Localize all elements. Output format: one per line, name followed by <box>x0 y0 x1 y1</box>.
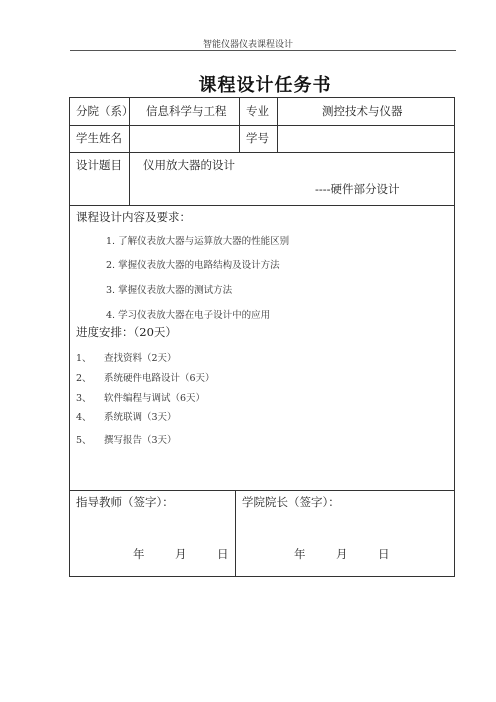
schedule-num: 5、 <box>76 435 92 446</box>
col-divider <box>277 98 278 152</box>
row-divider <box>70 125 454 126</box>
schedule-text: 软件编程与调试（6天） <box>104 393 206 404</box>
schedule-item <box>76 390 205 404</box>
day-label: 日 <box>217 547 229 561</box>
header-divider <box>70 50 456 51</box>
dean-signature-label: 学院院长（签字）： <box>242 495 340 509</box>
major-value: 测控技术与仪器 <box>322 104 403 118</box>
document-title: 课程设计任务书 <box>198 75 332 96</box>
row-divider <box>70 205 454 206</box>
requirement-item: 3. 掌握仪表放大器的测试方法 <box>106 285 233 296</box>
row-divider <box>70 152 454 153</box>
content-heading: 课程设计内容及要求： <box>76 210 191 224</box>
requirement-item: 2. 掌握仪表放大器的电路结构及设计方法 <box>106 260 280 271</box>
requirement-item: 1. 了解仪表放大器与运算放大器的性能区别 <box>106 236 290 247</box>
advisor-date <box>133 546 229 562</box>
day-label: 日 <box>378 547 390 561</box>
topic-subtitle: ----硬件部分设计 <box>315 182 400 196</box>
dept-value: 信息科学与工程 <box>146 104 227 118</box>
month-label: 月 <box>175 547 187 561</box>
page-header: 智能仪器仪表课程设计 <box>202 40 293 50</box>
schedule-item <box>76 350 177 364</box>
advisor-signature-label: 指导教师（签字）： <box>76 495 174 509</box>
dean-date <box>294 546 390 562</box>
year-label: 年 <box>133 547 145 561</box>
schedule-num: 4、 <box>76 412 92 423</box>
requirement-item: 4. 学习仪表放大器在电子设计中的应用 <box>106 310 271 321</box>
schedule-item <box>76 432 177 446</box>
col-divider <box>239 98 240 152</box>
schedule-heading: 进度安排：（20天） <box>76 325 177 339</box>
schedule-text: 系统联调（3天） <box>104 412 177 423</box>
month-label: 月 <box>336 547 348 561</box>
major-label: 专业 <box>246 104 269 118</box>
schedule-text: 查找资料（2天） <box>104 353 177 364</box>
task-table <box>69 97 455 577</box>
student-id-label: 学号 <box>246 131 269 145</box>
schedule-num: 3、 <box>76 393 92 404</box>
col-divider <box>235 490 236 576</box>
student-name-label: 学生姓名 <box>76 131 122 145</box>
schedule-text: 系统硬件电路设计（6天） <box>104 373 215 384</box>
topic-label: 设计题目 <box>76 158 122 172</box>
dept-label: 分院（系） <box>76 104 134 118</box>
topic-value: 仪用放大器的设计 <box>143 158 235 172</box>
schedule-num: 1、 <box>76 353 92 364</box>
year-label: 年 <box>294 547 306 561</box>
schedule-num: 2、 <box>76 373 92 384</box>
schedule-item <box>76 370 215 384</box>
schedule-text: 撰写报告（3天） <box>104 435 177 446</box>
row-divider <box>70 490 454 491</box>
schedule-item <box>76 409 177 423</box>
